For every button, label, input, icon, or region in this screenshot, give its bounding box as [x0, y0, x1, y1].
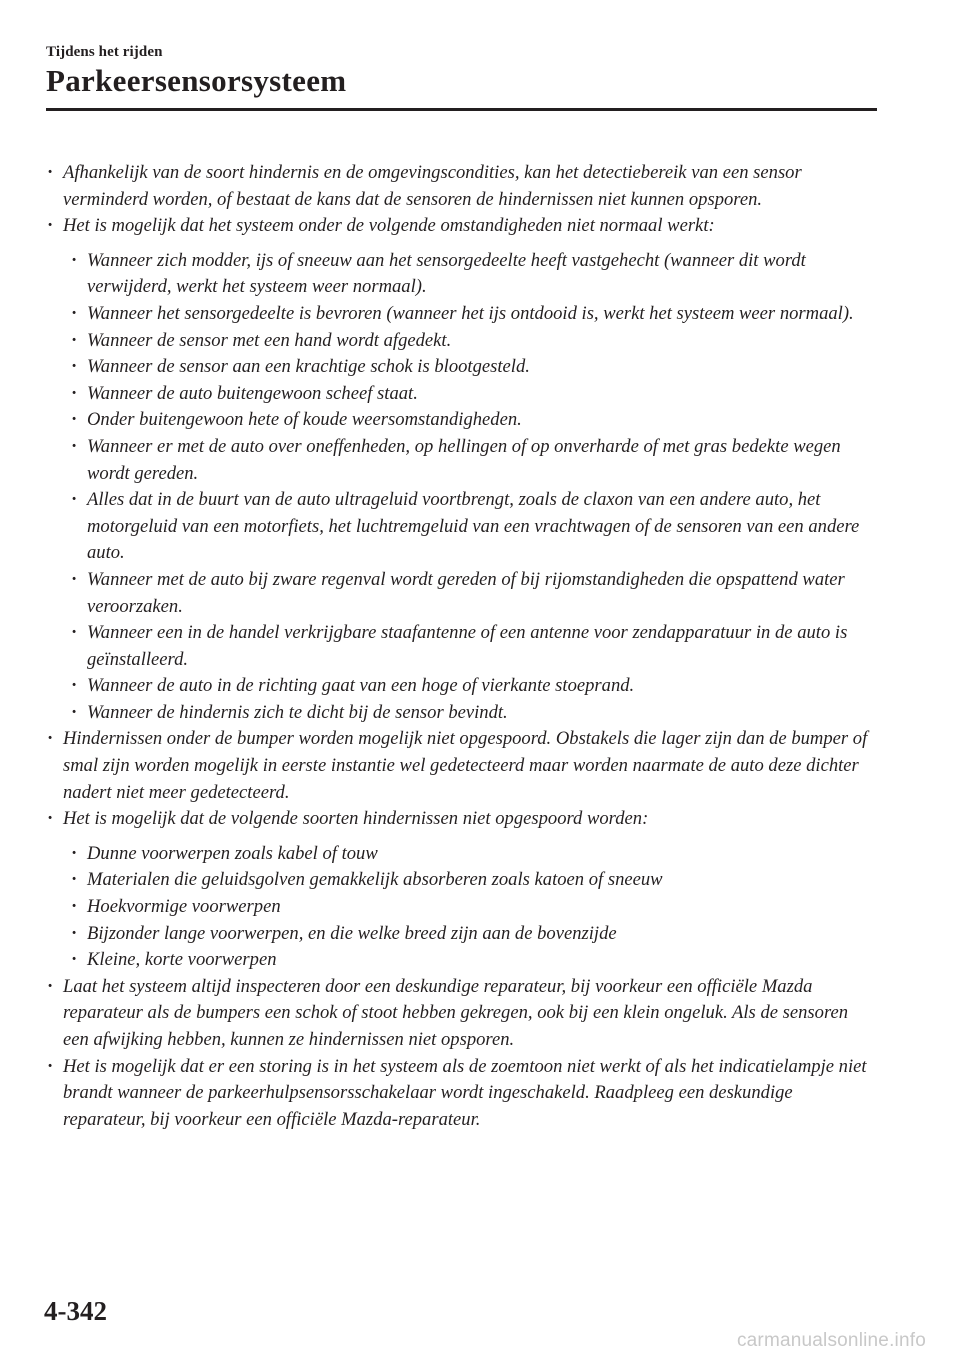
bullet-dot: · [71, 949, 78, 971]
bullet-dot: · [71, 622, 78, 644]
list-item [44, 726, 878, 806]
bullet-dot: · [71, 922, 78, 944]
bullet-dot: · [71, 842, 78, 864]
sub-list-item-text: Materialen die geluidsgolven gemakkelijk absorberen zoals katoen of sneeuw [87, 869, 663, 891]
sub-list-item-text: Hoekvormige voorwerpen [87, 896, 281, 918]
sub-list-item [68, 381, 878, 408]
sub-list-item [68, 673, 878, 700]
sub-list-item [68, 567, 878, 620]
bullet-dot: · [71, 356, 78, 378]
sub-list-item [68, 700, 878, 727]
page-title: Parkeersensorsysteem [46, 63, 347, 98]
sub-list-item-text: Dunne voorwerpen zoals kabel of touw [87, 842, 378, 864]
sub-list [44, 248, 878, 727]
title-rule [46, 108, 877, 111]
bullet-dot: · [47, 215, 54, 237]
sub-list-item-text: Bijzonder lange voorwerpen, en die welke breed zijn aan de bovenzijde [87, 922, 617, 944]
bullet-dot: · [47, 975, 54, 997]
sub-list-item [68, 921, 878, 948]
bullet-dot: · [71, 249, 78, 271]
list-item-text: Laat het systeem altijd inspecteren door een deskundige reparateur, bij voorkeur een officiële Mazda reparateur als de bumpers een schok of stoot hebben gekregen, ook bij een klein ongeluk. Als de sensoren een afwijking hebben, kunnen ze hindernissen niet opsporen. [63, 975, 849, 1050]
sub-list-item-text: Wanneer er met de auto over oneffenheden, op hellingen of op onverharde of met gras bedekte wegen wordt gereden. [87, 435, 841, 484]
bullet-dot: · [71, 896, 78, 918]
sub-list-item [68, 867, 878, 894]
sub-list-item [68, 328, 878, 355]
bullet-dot: · [71, 489, 78, 511]
section-label: Tijdens het rijden [46, 44, 163, 60]
bullet-dot: · [71, 302, 78, 324]
list-item-text: Het is mogelijk dat er een storing is in het systeem als de zoemtoon niet werkt of als het indicatielampje niet brandt wanneer de parkeerhulpsensorsschakelaar wordt ingeschakeld. Raadpleeg een deskundige reparateur, bij voorkeur een officiële Mazda-reparateur. [63, 1055, 867, 1130]
sub-list-item-text: Wanneer de auto in de richting gaat van een hoge of vierkante stoeprand. [87, 675, 635, 697]
bullet-dot: · [47, 162, 54, 183]
sub-list-item-text: Kleine, korte voorwerpen [87, 949, 277, 971]
bullet-dot: · [71, 675, 78, 697]
bullet-dot: · [47, 1055, 54, 1077]
sub-list-item [68, 894, 878, 921]
bullet-dot: · [71, 382, 78, 404]
sub-list-item-text: Wanneer de sensor met een hand wordt afgedekt. [87, 329, 452, 351]
sub-list-item [68, 841, 878, 868]
sub-list-item [68, 620, 878, 673]
sub-list-item [68, 434, 878, 487]
bullet-dot: · [47, 808, 54, 830]
sub-list-item-text: Wanneer de sensor aan een krachtige schok is blootgesteld. [87, 356, 530, 378]
sub-list-item-text: Wanneer de hindernis zich te dicht bij de sensor bevindt. [87, 701, 508, 723]
sub-list-item [68, 947, 878, 974]
sub-list-item [68, 354, 878, 381]
sub-list-item-text: Wanneer met de auto bij zware regenval wordt gereden of bij rijomstandigheden die opspattend water veroorzaken. [87, 568, 845, 617]
list-item-text: Afhankelijk van de soort hindernis en de omgevingscondities, kan het detectiebereik van een sensor verminderd worden, of bestaat de kans dat de sensoren de hindernissen niet kunnen opsporen. [63, 162, 802, 210]
list-item [44, 1054, 878, 1134]
sub-list-item [68, 487, 878, 567]
bullet-dot: · [71, 568, 78, 590]
bullet-dot: · [71, 869, 78, 891]
list-item-text: Het is mogelijk dat het systeem onder de volgende omstandigheden niet normaal werkt: [63, 215, 715, 237]
sub-list-item-text: Onder buitengewoon hete of koude weersomstandigheden. [87, 409, 522, 431]
sub-list-item-text: Wanneer zich modder, ijs of sneeuw aan het sensorgedeelte heeft vastgehecht (wanneer dit wordt verwijderd, werkt het systeem weer normaal). [87, 249, 806, 298]
sub-list-item-text: Wanneer het sensorgedeelte is bevroren (wanneer het ijs ontdooid is, werkt het systeem weer normaal). [87, 302, 854, 324]
sub-list-item [68, 407, 878, 434]
list-item [44, 806, 878, 833]
page-number: 4-342 [44, 1296, 107, 1326]
bullet-dot: · [71, 409, 78, 431]
sub-list-item [68, 248, 878, 301]
bullet-dot: · [47, 728, 54, 750]
list-item [44, 213, 878, 240]
bullet-dot: · [71, 435, 78, 457]
sub-list-item-text: Wanneer de auto buitengewoon scheef staat. [87, 382, 418, 404]
watermark: carmanualsonline.info [736, 1330, 926, 1351]
list-item [44, 160, 878, 213]
body-text [44, 160, 878, 1133]
sub-list-item-text: Alles dat in de buurt van de auto ultrageluid voortbrengt, zoals de claxon van een andere auto, het motorgeluid van een motorfiets, het luchtremgeluid van een vrachtwagen of de sensoren van een andere auto. [87, 489, 860, 564]
sub-list [44, 841, 878, 974]
list-item-text: Het is mogelijk dat de volgende soorten hindernissen niet opgespoord worden: [63, 808, 649, 830]
list-item [44, 974, 878, 1054]
bullet-dot: · [71, 701, 78, 723]
list-item-text: Hindernissen onder de bumper worden mogelijk niet opgespoord. Obstakels die lager zijn dan de bumper of smal zijn worden mogelijk in eerste instantie wel gedetecteerd maar worden naarmate de auto deze dichter nadert niet meer gedetecteerd. [63, 728, 868, 803]
bullet-dot: · [71, 329, 78, 351]
sub-list-item-text: Wanneer een in de handel verkrijgbare staafantenne of een antenne voor zendapparatuur in de auto is geïnstalleerd. [87, 622, 848, 670]
sub-list-item [68, 301, 878, 328]
